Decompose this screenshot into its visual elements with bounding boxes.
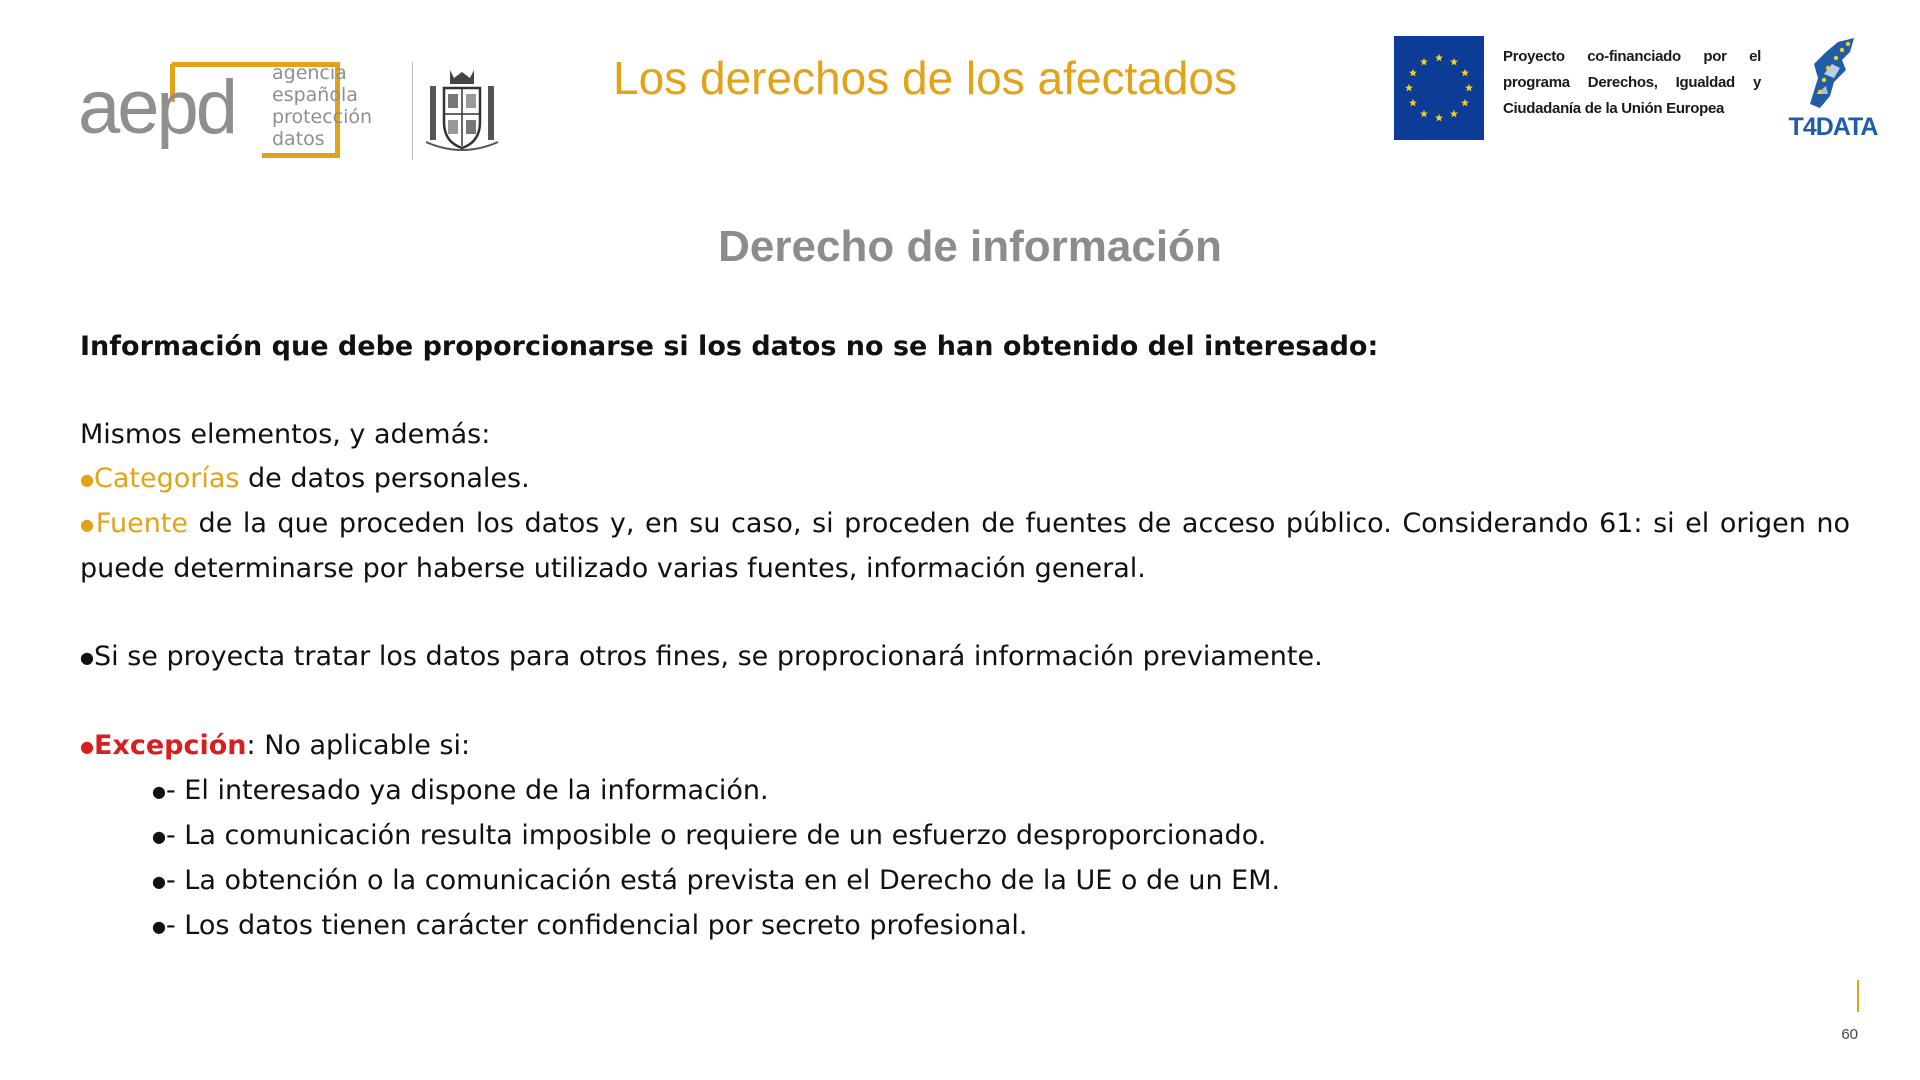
aepd-line: datos (272, 128, 325, 150)
aepd-logo (78, 58, 278, 168)
bullet-icon: ● (80, 470, 94, 489)
item-text: de la que proceden los datos y, en su caso, si proceden de fuentes de acceso público. Considerando 61: si el origen no puede determinarse por haberse utilizado varias fuentes, información general. (80, 508, 1850, 584)
eu-cofunding-text: Proyecto co-financiado por el programa Derechos, Igualdad y Ciudadanía de la Unión Europea (1503, 48, 1761, 117)
exception-label: Excepción (93, 730, 247, 761)
aepd-subtitle (272, 62, 412, 150)
exception-item (80, 859, 1850, 904)
aepd-wordmark: aepd (78, 65, 236, 150)
exception-item (80, 769, 1850, 814)
logo-divider (412, 62, 413, 160)
exception-item-text: - Los datos tienen carácter confidencial por secreto profesional. (165, 910, 1028, 941)
bullet-icon: ● (152, 827, 166, 846)
exception-item-text: - La obtención o la comunicación está prevista en el Derecho de la UE o de un EM. (165, 865, 1281, 896)
exception-item-text: - La comunicación resulta imposible o requiere de un esfuerzo desproporcionado. (165, 820, 1267, 851)
exception-item (80, 904, 1850, 949)
bullet-icon: ● (80, 737, 94, 756)
intro-text: Mismos elementos, y además: (80, 419, 491, 450)
aepd-line: española (272, 84, 358, 106)
item-text: Si se proyecta tratar los datos para otros fines, se proprocionará información previamente. (93, 641, 1323, 672)
list-item (80, 635, 1850, 680)
aepd-line: protección (272, 106, 373, 128)
footer-accent-bar (1857, 980, 1859, 1012)
bullet-icon: ● (152, 917, 166, 936)
aepd-line: agencia (272, 62, 347, 84)
bullet-icon: ● (80, 515, 96, 534)
content-heading: Información que debe proporcionarse si los datos no se han obtenido del interesado: (80, 331, 1379, 362)
bullet-icon: ● (80, 648, 94, 667)
t4data-logo (1780, 34, 1886, 144)
list-item (80, 502, 1850, 591)
slide-content (80, 325, 1850, 949)
spanish-coat-of-arms-icon (424, 66, 500, 154)
item-text: de datos personales. (239, 463, 530, 494)
exception-item (80, 814, 1850, 859)
page-number: 60 (1841, 1026, 1858, 1043)
list-item (80, 457, 1850, 502)
highlight-word: Fuente (95, 508, 189, 539)
bullet-icon: ● (152, 782, 166, 801)
exception-item-text: - El interesado ya dispone de la información. (165, 775, 769, 806)
t4data-map-icon (1780, 34, 1886, 116)
eu-flag-icon (1394, 36, 1484, 140)
exception-text: : No aplicable si: (246, 730, 471, 761)
slide-title: Los derechos de los afectados (613, 52, 1237, 104)
section-title: Derecho de información (718, 222, 1222, 271)
highlight-word: Categorías (93, 463, 240, 494)
t4data-label: T4DATA (1788, 113, 1878, 141)
bullet-icon: ● (152, 872, 166, 891)
exception-line (80, 724, 1850, 769)
